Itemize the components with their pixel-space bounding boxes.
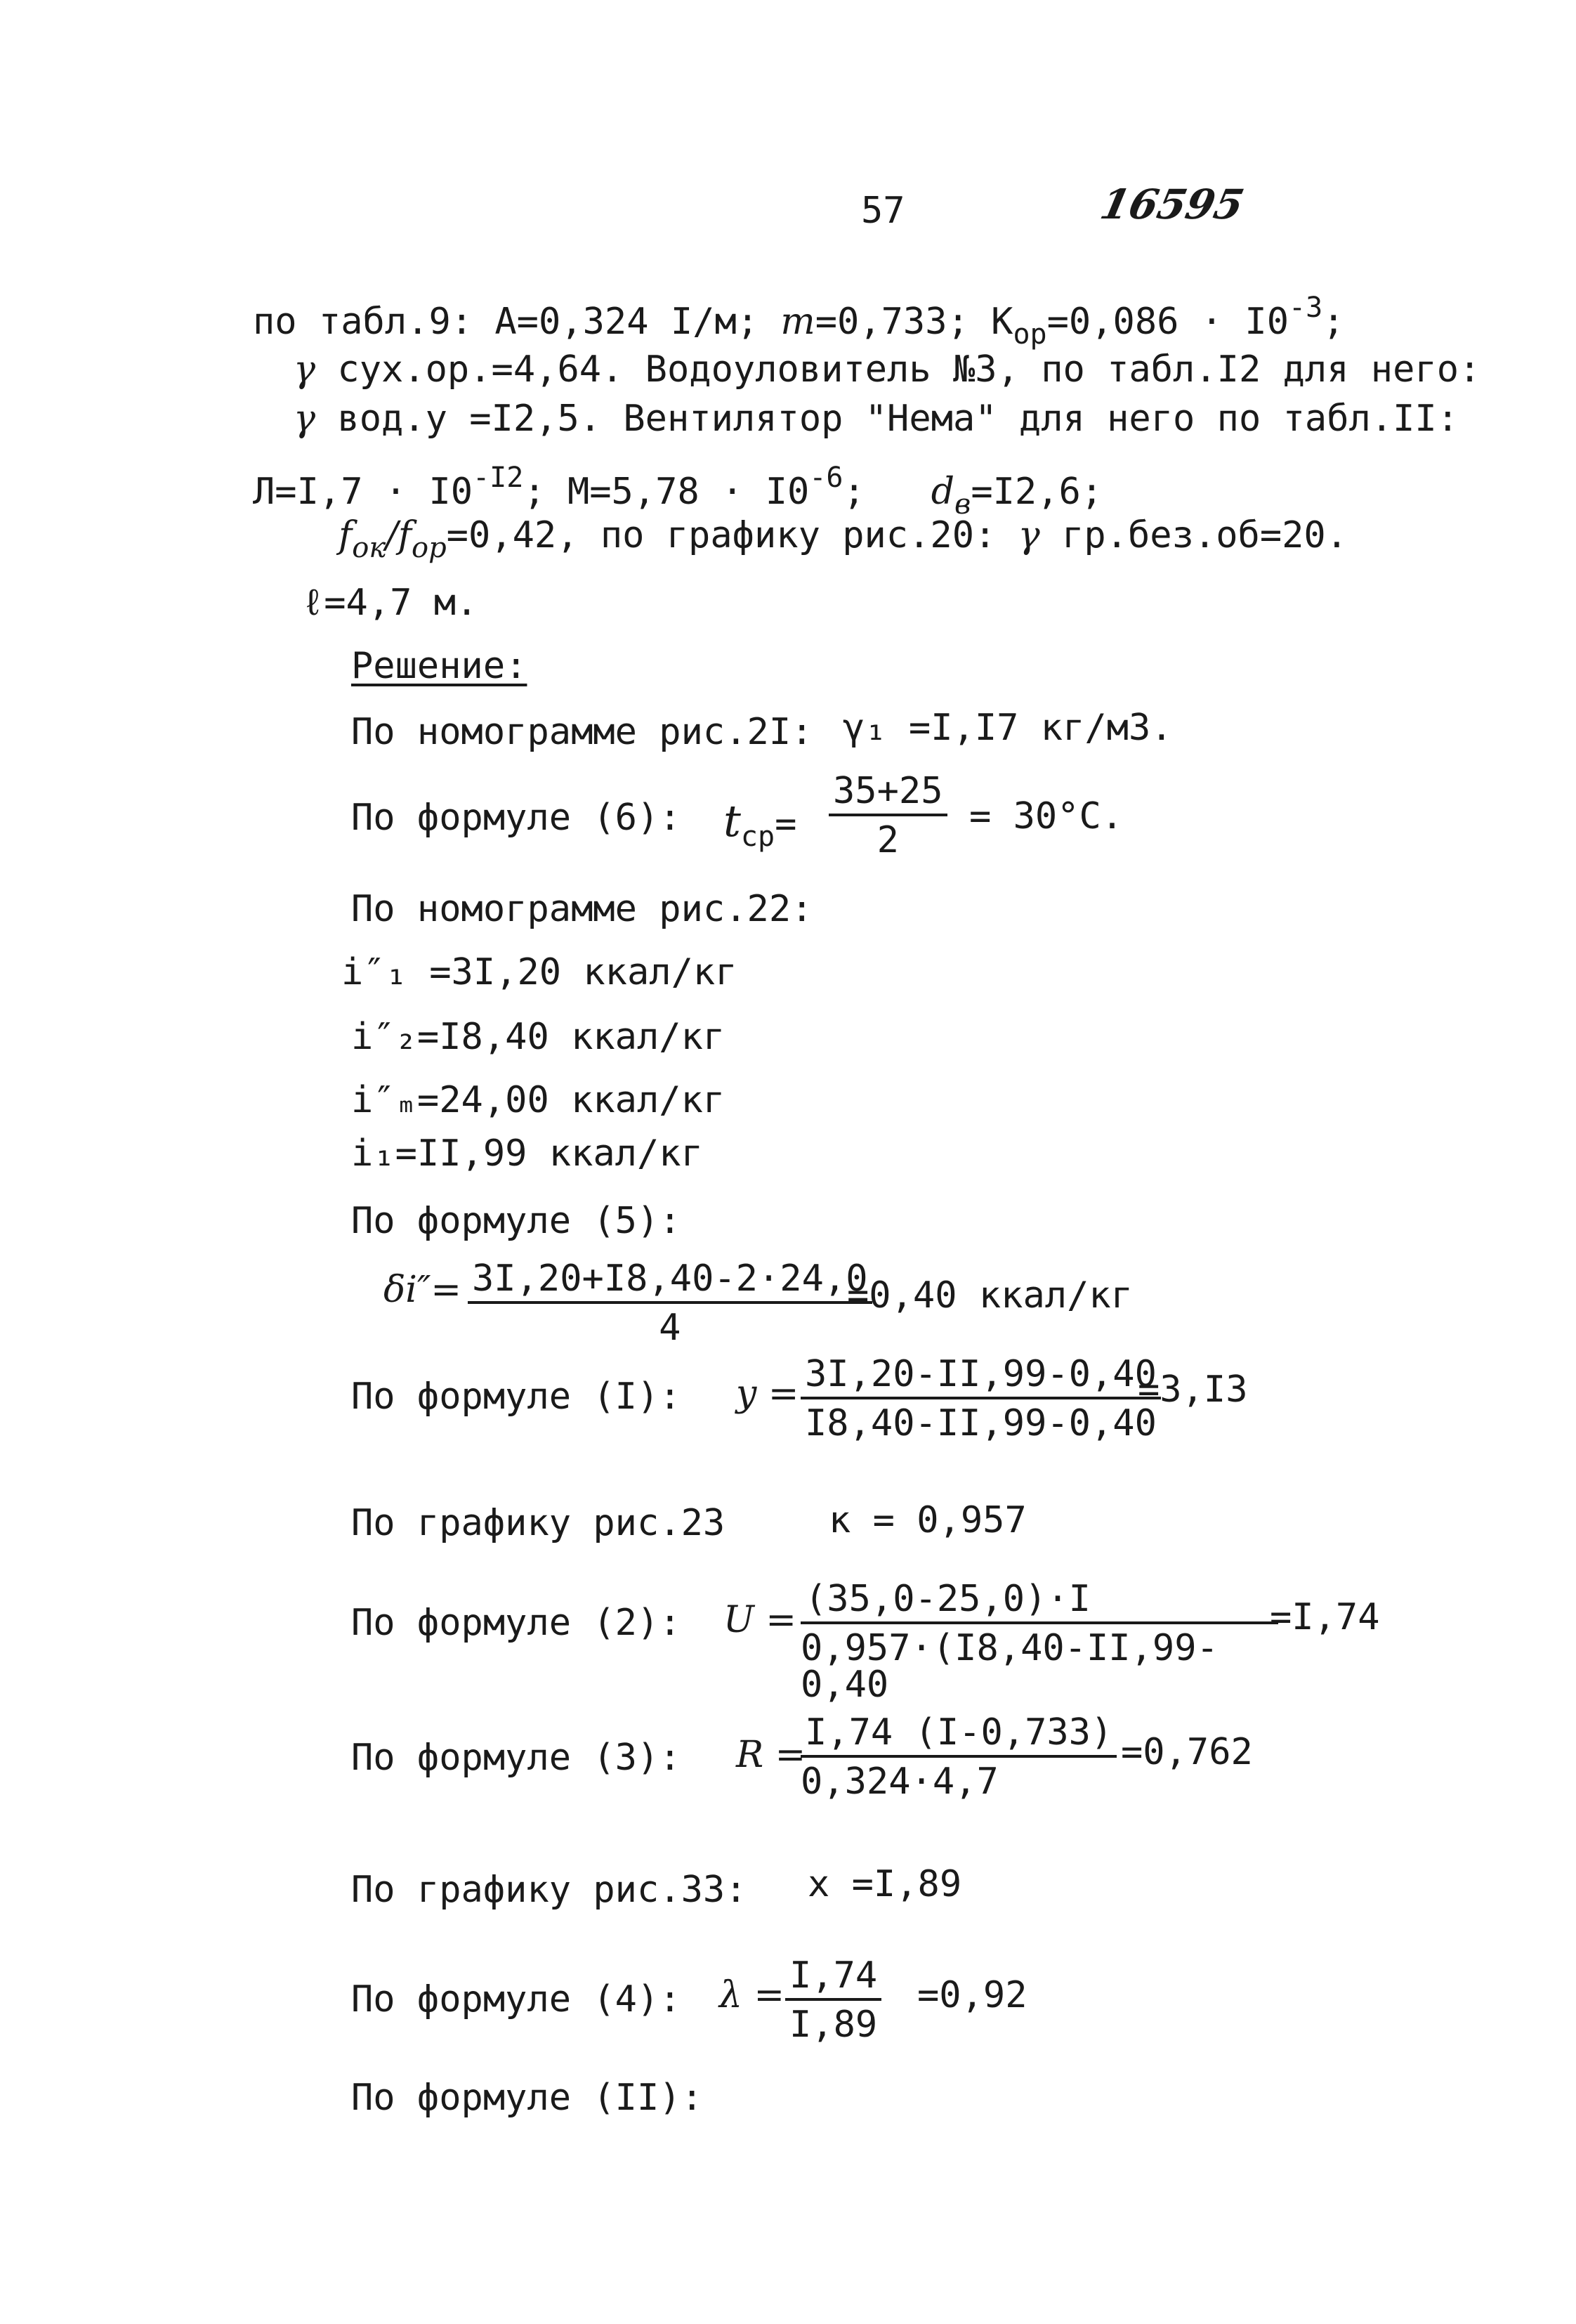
d-symbol: d (931, 471, 955, 513)
step-7-fraction (801, 1578, 1278, 1706)
step-9-label: По графику рис.33: (351, 1869, 747, 1911)
given-line-5-text: =0,42, по графику рис.20: (446, 514, 997, 556)
fraction-numerator: 35+25 (829, 773, 947, 816)
step-4-result: =0,40 ккал/кг (847, 1274, 1133, 1317)
given-line-5-sub: гр.без.об (1062, 514, 1260, 556)
step-3-label: По номограмме рис.22: (351, 888, 813, 930)
step-5-fraction (801, 1353, 1161, 1444)
given-line-4-text-c: ; (843, 471, 865, 513)
step-9-value: x =I,89 (808, 1863, 962, 1905)
step-8-fraction (801, 1711, 1117, 1803)
page-number: 57 (861, 190, 905, 232)
fraction-numerator: 3I,20+I8,40-2·24,0 (468, 1260, 872, 1304)
step-10-lhs: λ = (719, 1974, 785, 2016)
step-2-label: По формуле (6): (351, 797, 681, 839)
enthalpy-im: i″ₘ=24,00 ккал/кг (351, 1079, 725, 1121)
exponent: -3 (1289, 292, 1323, 324)
fraction-denominator: 4 (659, 1307, 681, 1349)
step-5-result: =3,I3 (1138, 1369, 1248, 1411)
given-line-4 (253, 462, 1103, 521)
given-line-2 (294, 348, 1481, 391)
step-1-label: По номограмме рис.2I: (351, 711, 813, 753)
f-subscript: ок (352, 532, 386, 564)
step-11-label: По формуле (II): (351, 2077, 703, 2119)
given-line-1-text-a: по табл.9: А=0,324 I/м; (253, 301, 759, 343)
fraction-denominator: 2 (876, 819, 899, 861)
step-5-label: По формуле (I): (351, 1376, 681, 1418)
symbol-m: m (780, 301, 815, 343)
step-2-lhs (723, 795, 797, 853)
fraction-denominator: I,89 (789, 2004, 878, 2046)
gamma-symbol: γ (294, 398, 316, 440)
t-symbol: t (723, 795, 741, 847)
step-6-label: По графику рис.23 (351, 1502, 725, 1544)
enthalpy-i1-air: i₁=II,99 ккал/кг (351, 1132, 703, 1175)
given-line-1 (253, 292, 1345, 351)
step-6-value: к = 0,957 (829, 1499, 1027, 1541)
fraction-numerator: I,74 (I-0,733) (801, 1714, 1117, 1758)
t-subscript: ср (740, 821, 775, 853)
gamma-symbol: γ (294, 348, 316, 391)
gamma-symbol: γ (1018, 514, 1040, 556)
given-line-2-text: сух.ор.=4,64. Водоуловитель №3, по табл.I2 для него: (337, 348, 1481, 391)
equals: = (775, 803, 797, 845)
given-line-6: ℓ=4,7 м. (302, 582, 478, 624)
step-7-lhs: U = (723, 1599, 796, 1641)
f-symbol: f (339, 514, 353, 556)
fraction-numerator: (35,0-25,0)·I (801, 1581, 1278, 1624)
fraction-denominator: 0,957·(I8,40-II,99-0,40 (801, 1627, 1219, 1706)
step-4-fraction (468, 1258, 872, 1349)
step-2-result: = 30°С. (969, 795, 1124, 837)
given-line-5-end: =20. (1259, 514, 1348, 556)
enthalpy-i2: i″₂=I8,40 ккал/кг (351, 1016, 725, 1058)
k-subscript: ор (1013, 318, 1047, 351)
step-10-result: =0,92 (917, 1974, 1027, 2016)
step-10-label: По формуле (4): (351, 1978, 681, 2021)
given-line-4-text-b: ; М=5,78 · I0 (523, 471, 810, 513)
f-subscript: ор (411, 532, 447, 564)
given-line-1-text-c: =0,086 · I0 (1046, 301, 1289, 343)
exponent: -I2 (473, 462, 524, 494)
step-4-label: По формуле (5): (351, 1200, 681, 1242)
step-7-label: По формуле (2): (351, 1602, 681, 1644)
stamp-number: 16595 (1096, 181, 1249, 228)
given-line-4-text-a: Л=I,7 · I0 (253, 471, 473, 513)
fraction-denominator: 0,324·4,7 (801, 1761, 999, 1803)
step-5-lhs: y = (736, 1373, 799, 1415)
given-line-3 (294, 398, 1459, 440)
solution-heading: Решение: (351, 645, 527, 687)
step-8-lhs: R = (736, 1734, 806, 1776)
given-line-1-end: ; (1322, 301, 1345, 343)
f-symbol: /f (386, 514, 412, 556)
given-line-1-text-b: =0,733; К (815, 301, 1013, 343)
step-10-fraction (785, 1954, 881, 2046)
step-7-result: =I,74 (1270, 1596, 1380, 1638)
step-8-label: По формуле (3): (351, 1737, 681, 1779)
d-value: =I2,6; (971, 471, 1103, 513)
fraction-denominator: I8,40-II,99-0,40 (805, 1402, 1157, 1444)
step-2-fraction (829, 770, 947, 861)
d-subscript: в (954, 488, 971, 521)
given-line-5 (339, 514, 1348, 564)
given-line-3-text: вод.у =I2,5. Вентилятор "Нема" для него по табл.II: (337, 398, 1459, 440)
fraction-numerator: 3I,20-II,99-0,40 (801, 1356, 1161, 1399)
step-8-result: =0,762 (1121, 1731, 1253, 1773)
step-1-value: γ₁ =I,I7 кг/м3. (843, 707, 1173, 749)
exponent: -6 (809, 462, 843, 494)
fraction-numerator: I,74 (785, 1957, 881, 2001)
enthalpy-i1: i″₁ =3I,20 ккал/кг (341, 951, 737, 993)
step-4-lhs: δi″= (383, 1269, 461, 1311)
